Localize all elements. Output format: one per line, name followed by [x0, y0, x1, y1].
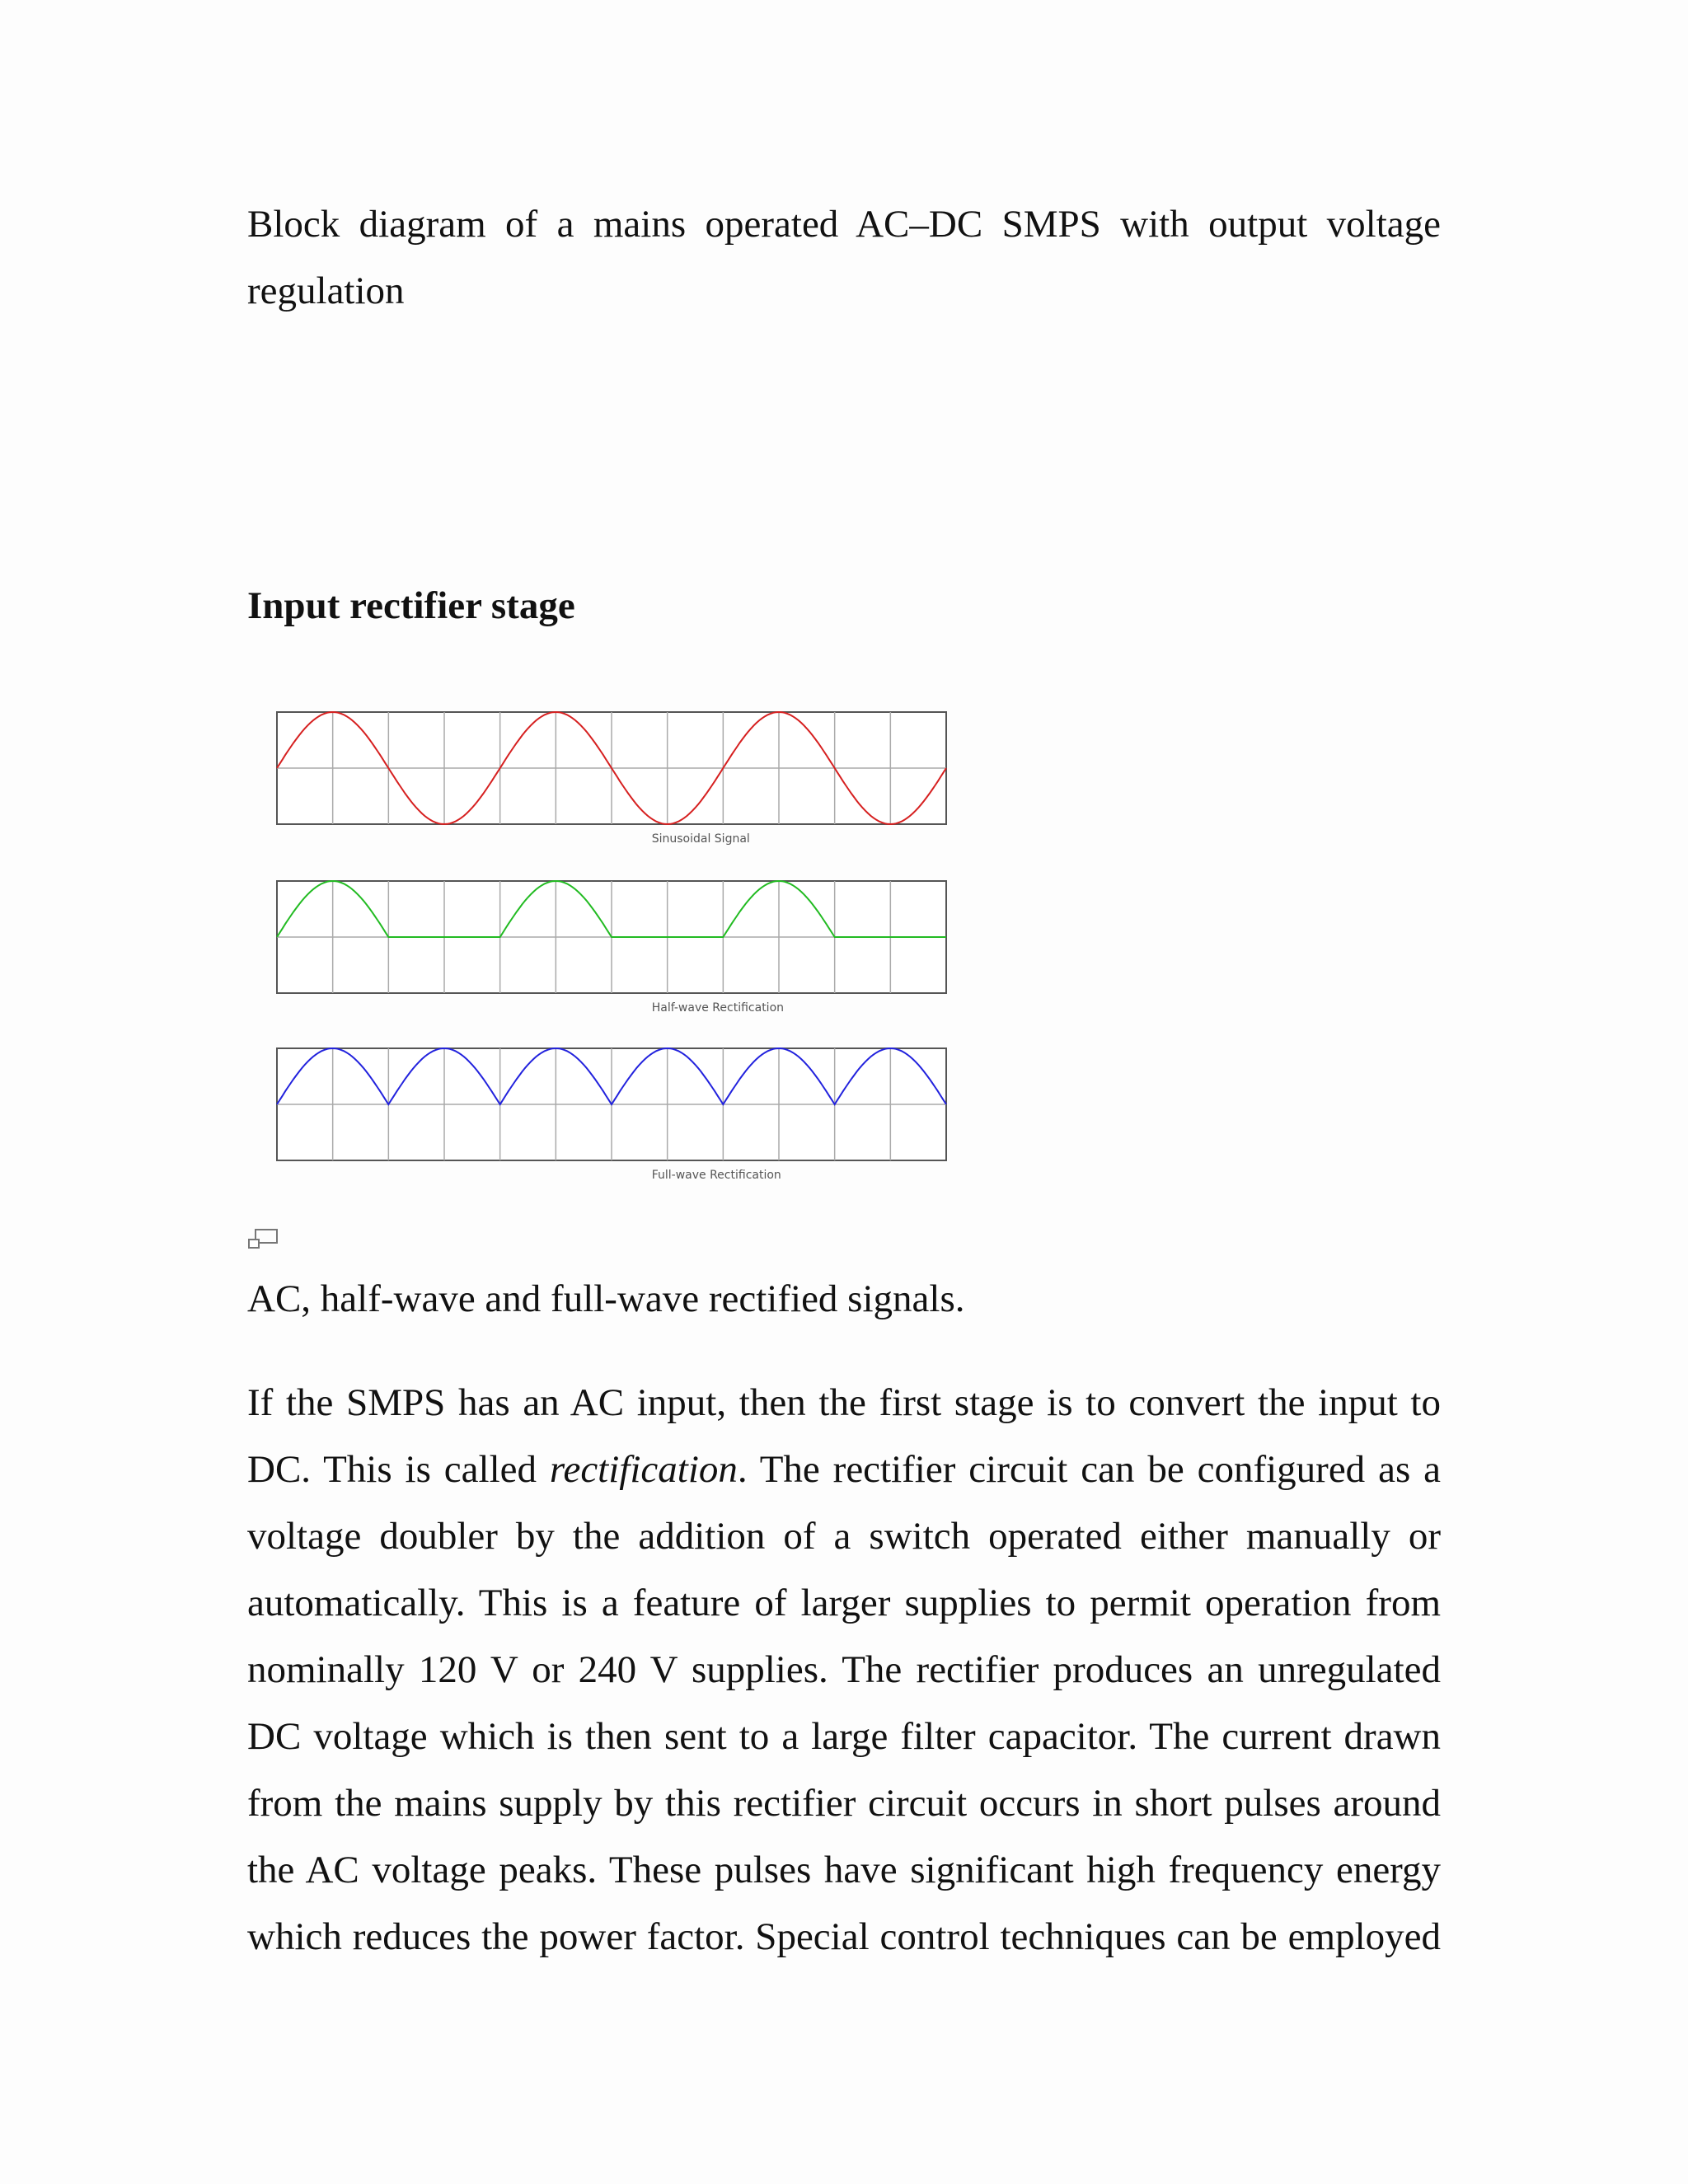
body-line: the AC voltage peaks. These pulses have significant high frequency energy — [247, 1849, 1441, 1891]
waveform-panel — [277, 881, 946, 1015]
waveform-label: Full-wave Rectification — [651, 1169, 781, 1179]
waveform-panel — [277, 712, 946, 846]
rectification-figure — [264, 701, 973, 1179]
body-line: nominally 120 V or 240 V supplies. The rectifier produces an unregulated — [247, 1648, 1441, 1691]
rectification-term: rectification — [549, 1448, 738, 1491]
body-line: DC. This is called rectification. The rectifier circuit can be configured as a — [247, 1448, 1441, 1491]
waveform-label: Half-wave Rectification — [651, 1001, 785, 1015]
section-heading: Input rectifier stage — [247, 584, 575, 627]
broken-image-icon — [247, 1228, 279, 1251]
body-line: If the SMPS has an AC input, then the first stage is to convert the input to — [247, 1381, 1441, 1424]
body-line: automatically. This is a feature of larger supplies to permit operation from — [247, 1582, 1441, 1624]
waveform-panel — [277, 1048, 946, 1179]
figure-caption: AC, half-wave and full-wave rectified signals. — [247, 1277, 965, 1320]
body-line: voltage doubler by the addition of a switch operated either manually or — [247, 1515, 1441, 1558]
body-line: DC voltage which is then sent to a large filter capacitor. The current drawn — [247, 1715, 1441, 1758]
body-paragraph — [247, 1370, 1441, 1971]
body-line: from the mains supply by this rectifier circuit occurs in short pulses around — [247, 1782, 1441, 1825]
waveform-label: Sinusoidal Signal — [651, 832, 750, 846]
body-line: which reduces the power factor. Special control techniques can be employed — [247, 1915, 1441, 1958]
diagram-caption: Block diagram of a mains operated AC–DC SMPS with output voltage regulation — [247, 203, 1441, 312]
